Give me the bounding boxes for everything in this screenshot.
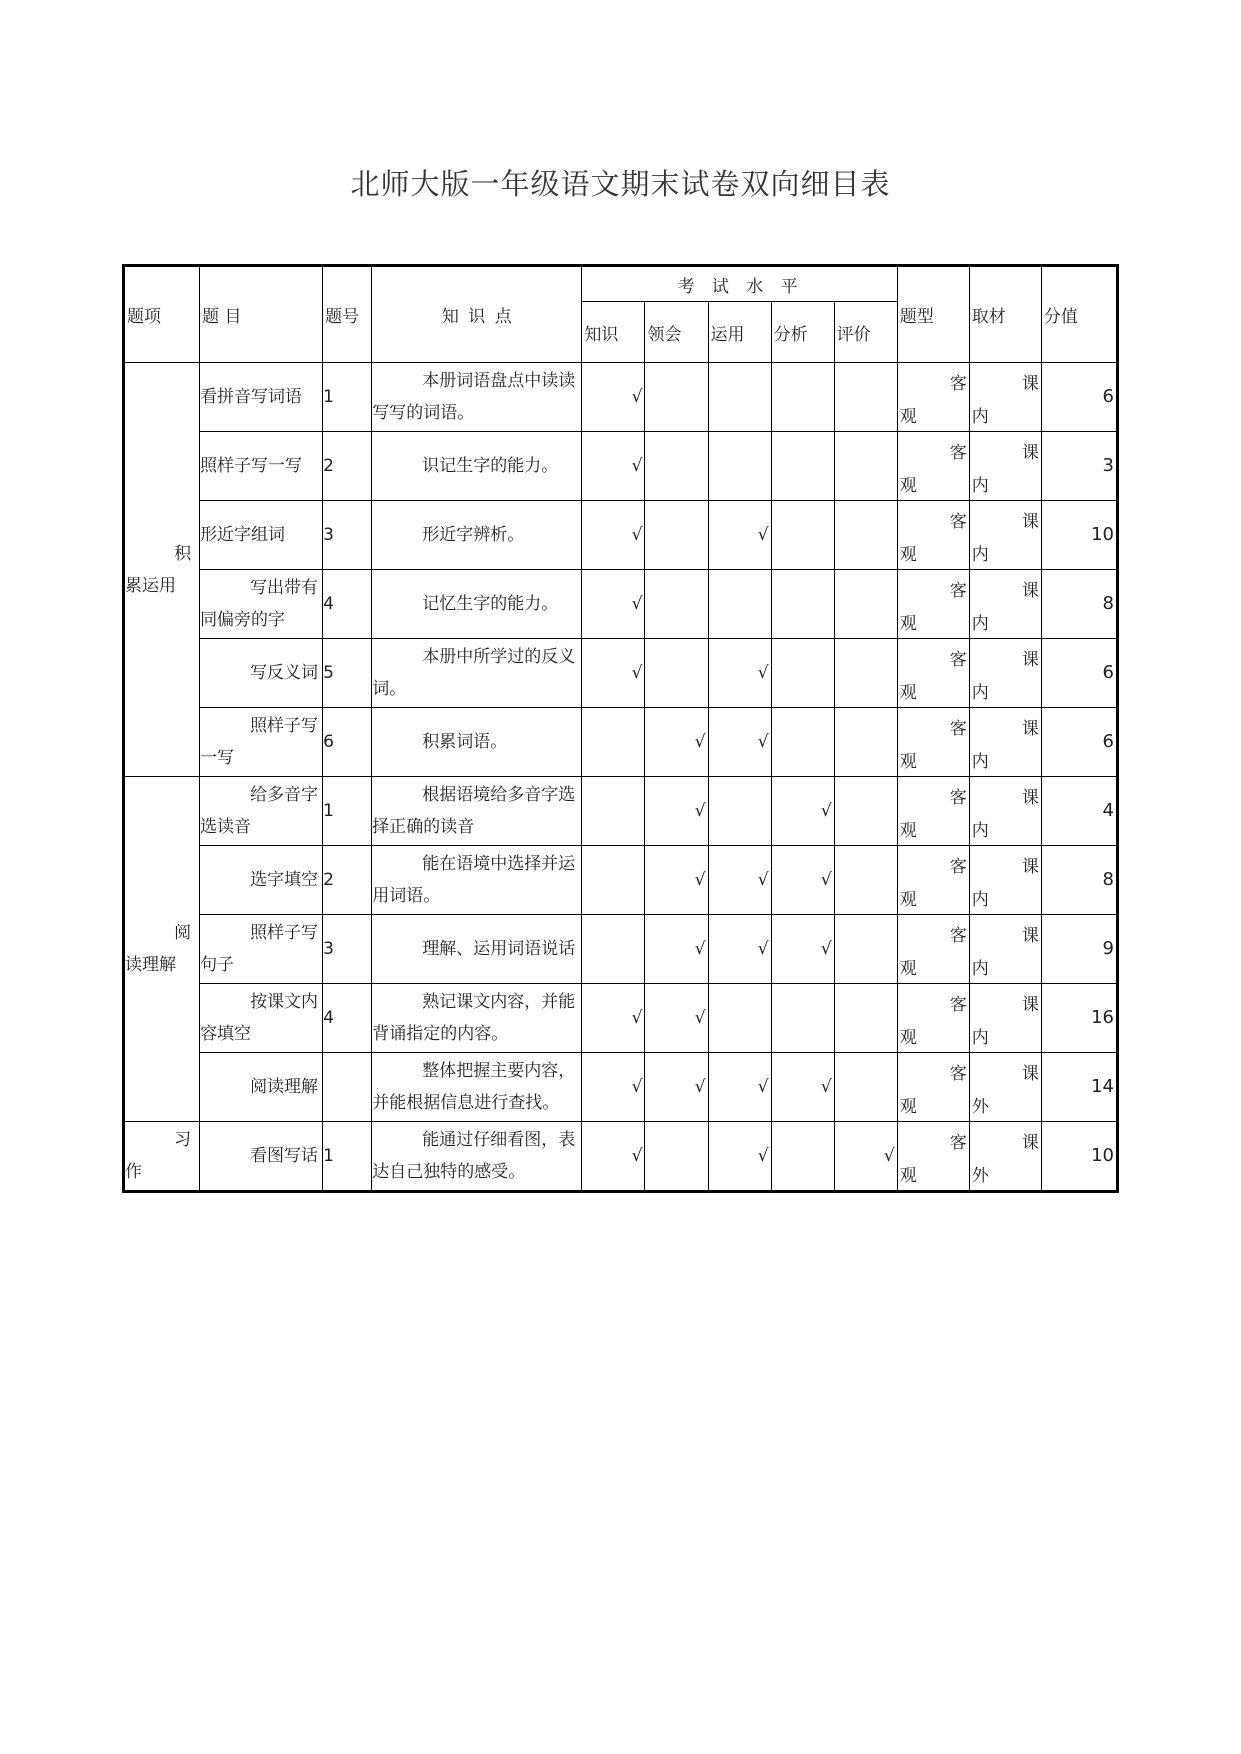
category-rest: 读理解 [125,955,176,975]
type-top: 客 [949,995,967,1015]
source-top: 课 [1021,443,1039,463]
source-cell [969,363,1041,432]
table-row [124,777,1118,846]
check-analysis [771,570,834,639]
check-comprehension [645,501,708,570]
check-evaluation [834,363,897,432]
type-bottom: 观 [899,407,917,427]
topic-cell: 照样子写一写 [200,432,323,501]
score-cell: 16 [1041,984,1117,1053]
check-evaluation [834,570,897,639]
check-analysis: √ [771,1053,834,1122]
question-type-cell [897,432,969,501]
topic-cell: 给多音字选读音 [200,777,323,846]
check-evaluation [834,915,897,984]
table-row [124,915,1118,984]
category-cell [124,363,200,777]
check-application [708,777,771,846]
check-analysis [771,639,834,708]
source-top: 课 [1021,1133,1039,1153]
source-top: 课 [1021,374,1039,394]
question-number: 2 [323,432,372,501]
header-category: 题项 [124,266,200,363]
check-comprehension: √ [645,777,708,846]
question-type-cell [897,777,969,846]
table-row [124,1122,1118,1192]
page-title: 北师大版一年级语文期末试卷双向细目表 [350,167,891,201]
header-level-comprehension: 领会 [645,302,708,363]
score-cell: 10 [1041,1122,1117,1192]
source-top: 课 [1021,926,1039,946]
score-cell: 6 [1041,639,1117,708]
question-type-cell [897,363,969,432]
type-bottom: 观 [899,683,917,703]
topic-cell: 看拼音写词语 [200,363,323,432]
knowledge-point: 能在语境中选择并运用词语。 [372,846,582,915]
source-top: 课 [1021,857,1039,877]
topic-cell: 形近字组词 [200,501,323,570]
type-bottom: 观 [899,752,917,772]
question-number: 5 [323,639,372,708]
type-bottom: 观 [899,1028,917,1048]
source-bottom: 内 [971,476,989,496]
source-top: 课 [1021,512,1039,532]
table-row [124,846,1118,915]
question-type-cell [897,915,969,984]
score-cell: 8 [1041,846,1117,915]
check-knowledge: √ [582,570,645,639]
check-analysis: √ [771,846,834,915]
source-bottom: 内 [971,959,989,979]
category-cell [124,1122,200,1192]
source-bottom: 内 [971,683,989,703]
question-type-cell [897,501,969,570]
header-level-evaluation: 评价 [834,302,897,363]
question-number: 3 [323,915,372,984]
category-first-char: 习 [174,1130,192,1150]
category-rest: 作 [125,1162,142,1182]
table-row [124,501,1118,570]
check-application [708,432,771,501]
source-bottom: 内 [971,407,989,427]
knowledge-point: 整体把握主要内容，并能根据信息进行查找。 [372,1053,582,1122]
check-evaluation [834,1053,897,1122]
type-bottom: 观 [899,890,917,910]
check-application: √ [708,846,771,915]
check-comprehension [645,432,708,501]
check-application: √ [708,915,771,984]
topic-cell: 选字填空 [200,846,323,915]
type-top: 客 [949,1133,967,1153]
type-top: 客 [949,926,967,946]
header-topic: 题 目 [200,266,323,363]
question-number: 1 [323,1122,372,1192]
source-cell [969,570,1041,639]
type-top: 客 [949,788,967,808]
type-top: 客 [949,857,967,877]
source-bottom: 内 [971,614,989,634]
type-bottom: 观 [899,1166,917,1186]
header-knowledge: 知 识 点 [372,266,582,363]
check-comprehension: √ [645,846,708,915]
question-number: 1 [323,777,372,846]
category-first-char: 积 [174,543,192,564]
table-row [124,570,1118,639]
score-cell: 9 [1041,915,1117,984]
check-knowledge [582,915,645,984]
source-top: 课 [1021,995,1039,1015]
header-qtype: 题型 [897,266,969,363]
topic-cell: 按课文内容填空 [200,984,323,1053]
question-type-cell [897,708,969,777]
check-analysis [771,1122,834,1192]
check-knowledge [582,708,645,777]
check-comprehension: √ [645,708,708,777]
source-top: 课 [1021,719,1039,739]
check-evaluation [834,501,897,570]
header-number: 题号 [323,266,372,363]
source-cell [969,1053,1041,1122]
source-bottom: 外 [971,1097,989,1117]
check-analysis [771,501,834,570]
check-knowledge: √ [582,1053,645,1122]
knowledge-point: 理解、运用词语说话 [372,915,582,984]
knowledge-point: 识记生字的能力。 [372,432,582,501]
score-cell: 6 [1041,708,1117,777]
type-bottom: 观 [899,545,917,565]
source-cell [969,639,1041,708]
knowledge-point: 形近字辨析。 [372,501,582,570]
score-cell: 3 [1041,432,1117,501]
check-application: √ [708,501,771,570]
check-knowledge [582,777,645,846]
question-number: 1 [323,363,372,432]
check-evaluation [834,984,897,1053]
score-cell: 8 [1041,570,1117,639]
score-cell: 6 [1041,363,1117,432]
source-bottom: 外 [971,1166,989,1186]
topic-cell: 阅读理解 [200,1053,323,1122]
type-bottom: 观 [899,614,917,634]
check-knowledge: √ [582,984,645,1053]
header-score: 分值 [1041,266,1117,363]
question-type-cell [897,846,969,915]
header-level-group: 考 试 水 平 [582,266,897,302]
source-cell [969,1122,1041,1192]
check-evaluation [834,708,897,777]
header-level-analysis: 分析 [771,302,834,363]
topic-cell: 看图写话 [200,1122,323,1192]
check-application: √ [708,708,771,777]
source-bottom: 内 [971,821,989,841]
check-evaluation: √ [834,1122,897,1192]
check-evaluation [834,777,897,846]
knowledge-point: 积累词语。 [372,708,582,777]
knowledge-point: 熟记课文内容，并能背诵指定的内容。 [372,984,582,1053]
source-cell [969,432,1041,501]
type-top: 客 [949,719,967,739]
category-cell [124,777,200,1122]
table-row [124,432,1118,501]
check-comprehension: √ [645,915,708,984]
type-bottom: 观 [899,821,917,841]
type-top: 客 [949,443,967,463]
type-top: 客 [949,374,967,394]
knowledge-point: 能通过仔细看图，表达自己独特的感受。 [372,1122,582,1192]
score-cell: 10 [1041,501,1117,570]
type-bottom: 观 [899,1097,917,1117]
check-analysis [771,708,834,777]
table-row [124,708,1118,777]
check-application: √ [708,1122,771,1192]
source-cell [969,708,1041,777]
check-evaluation [834,846,897,915]
type-top: 客 [949,512,967,532]
knowledge-point: 记忆生字的能力。 [372,570,582,639]
question-number: 4 [323,984,372,1053]
table-row [124,363,1118,432]
source-top: 课 [1021,581,1039,601]
question-type-cell [897,1053,969,1122]
check-knowledge [582,846,645,915]
score-cell: 14 [1041,1053,1117,1122]
check-application: √ [708,639,771,708]
check-knowledge: √ [582,432,645,501]
type-bottom: 观 [899,959,917,979]
question-number: 2 [323,846,372,915]
check-analysis [771,363,834,432]
type-top: 客 [949,650,967,670]
header-source: 取材 [969,266,1041,363]
source-bottom: 内 [971,890,989,910]
score-cell: 4 [1041,777,1117,846]
type-top: 客 [949,1064,967,1084]
check-application: √ [708,1053,771,1122]
table-row [124,639,1118,708]
source-cell [969,777,1041,846]
check-application [708,363,771,432]
check-application [708,570,771,639]
check-evaluation [834,639,897,708]
check-knowledge: √ [582,1122,645,1192]
question-type-cell [897,1122,969,1192]
category-rest: 累运用 [125,575,176,596]
question-type-cell [897,639,969,708]
check-analysis: √ [771,777,834,846]
spec-table [122,264,1119,1193]
check-application [708,984,771,1053]
type-top: 客 [949,581,967,601]
source-top: 课 [1021,788,1039,808]
check-comprehension [645,363,708,432]
source-cell [969,915,1041,984]
check-comprehension [645,570,708,639]
knowledge-point: 根据语境给多音字选择正确的读音 [372,777,582,846]
spec-body [124,363,1118,1192]
check-knowledge: √ [582,501,645,570]
question-number: 3 [323,501,372,570]
check-comprehension: √ [645,984,708,1053]
check-knowledge: √ [582,639,645,708]
category-first-char: 阅 [174,923,192,943]
topic-cell: 照样子写句子 [200,915,323,984]
check-comprehension [645,639,708,708]
table-row [124,984,1118,1053]
table-row [124,1053,1118,1122]
source-top: 课 [1021,650,1039,670]
question-type-cell [897,984,969,1053]
question-number [323,1053,372,1122]
source-bottom: 内 [971,545,989,565]
check-analysis: √ [771,915,834,984]
topic-cell: 照样子写一写 [200,708,323,777]
source-cell [969,501,1041,570]
knowledge-point: 本册词语盘点中读读写写的词语。 [372,363,582,432]
check-comprehension: √ [645,1053,708,1122]
header-level-application: 运用 [708,302,771,363]
check-analysis [771,984,834,1053]
header-level-knowledge: 知识 [582,302,645,363]
type-bottom: 观 [899,476,917,496]
question-number: 6 [323,708,372,777]
check-knowledge: √ [582,363,645,432]
source-cell [969,984,1041,1053]
question-type-cell [897,570,969,639]
check-comprehension [645,1122,708,1192]
knowledge-point: 本册中所学过的反义词。 [372,639,582,708]
check-analysis [771,432,834,501]
topic-cell: 写出带有同偏旁的字 [200,570,323,639]
source-top: 课 [1021,1064,1039,1084]
question-number: 4 [323,570,372,639]
source-cell [969,846,1041,915]
source-bottom: 内 [971,1028,989,1048]
source-bottom: 内 [971,752,989,772]
check-evaluation [834,432,897,501]
topic-cell: 写反义词 [200,639,323,708]
